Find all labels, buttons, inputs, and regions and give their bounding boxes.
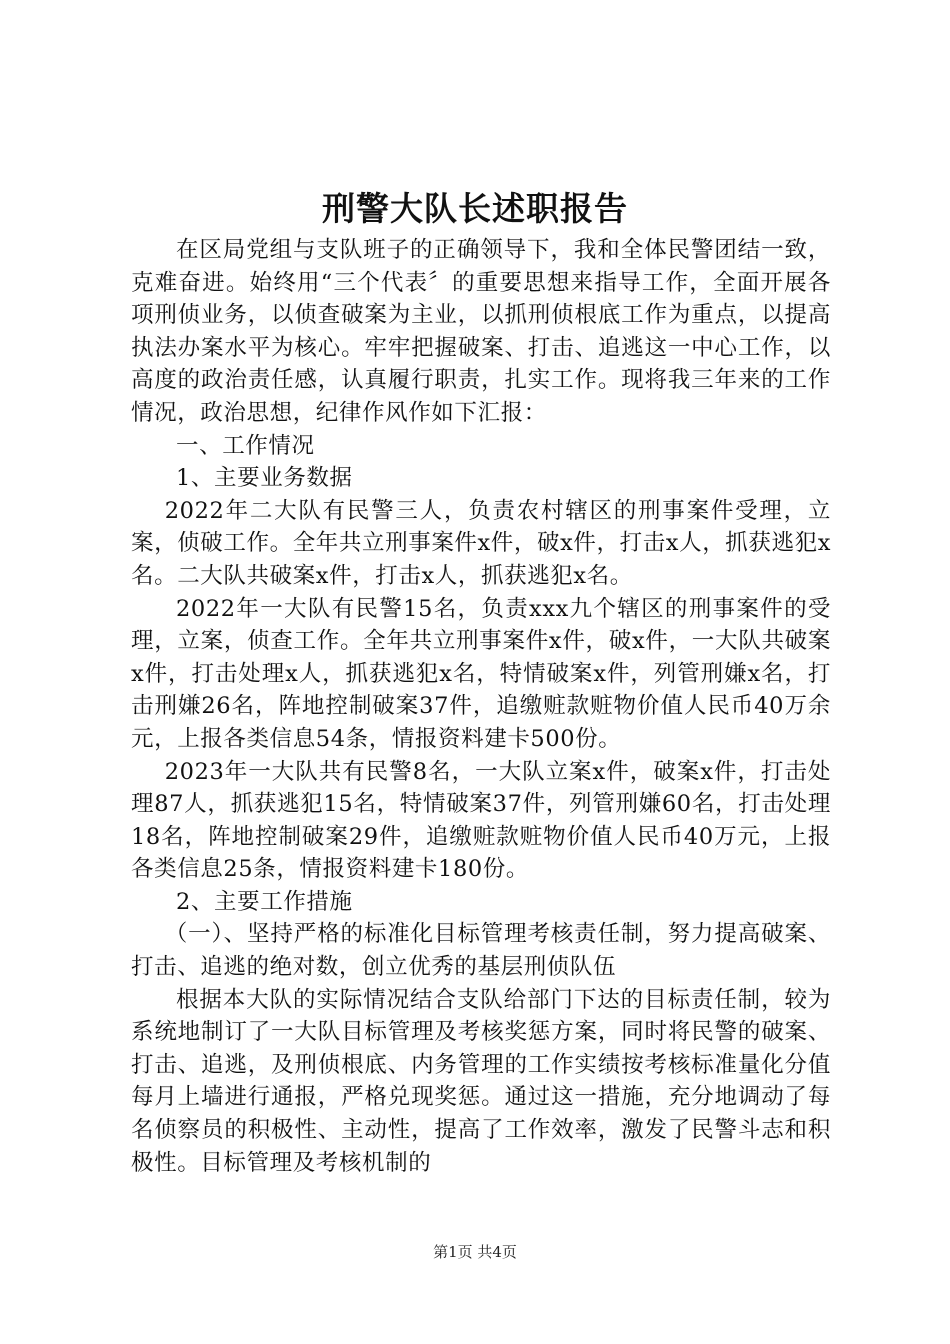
page-number-footer: 第1页 共4页 bbox=[433, 1243, 517, 1261]
paragraph-2023-team-one: 2023年一大队共有民警8名，一大队立案x件，破案x件，打击处理87人，抓获逃犯15名，特情破案37件，列管刑嫌60名，打击处理18名，阵地控制破案29件，追缴赃款赃物价值人民币40万元，上报各类信息25条，情报资料建卡180份。 bbox=[131, 758, 831, 883]
subsection-heading-work-measures: 2、主要工作措施 bbox=[176, 888, 353, 915]
paragraph-2022-team-two: 2022年二大队有民警三人，负责农村辖区的刑事案件受理，立案，侦破工作。全年共立刑事案件x件，破x件，打击x人，抓获逃犯x名。二大队共破案x件，打击x人，抓获逃犯x名。 bbox=[131, 497, 831, 589]
document-body bbox=[131, 234, 831, 1179]
section-heading-work-status: 一、工作情况 bbox=[176, 432, 315, 459]
paragraph-2022-team-one: 2022年一大队有民警15名，负责xxx九个辖区的刑事案件的受理，立案，侦查工作。全年共立刑事案件x件，破x件，一大队共破案x件，打击处理x人，抓获逃犯x名，特情破案x件，列管刑嫌x名，打击刑嫌26名，阵地控制破案37件，追缴赃款赃物价值人民币40万余元，上报各类信息54条，情报资料建卡500份。 bbox=[131, 595, 831, 752]
paragraph-target-management: 根据本大队的实际情况结合支队给部门下达的目标责任制，较为系统地制订了一大队目标管理及考核奖惩方案，同时将民警的破案、打击、追逃，及刑侦根底、内务管理的工作实绩按考核标准量化分值每月上墙进行通报，严格兑现奖惩。通过这一措施，充分地调动了每名侦察员的积极性、主动性，提高了工作效率，激发了民警斗志和积极性。目标管理及考核机制的 bbox=[131, 986, 831, 1176]
paragraph-intro: 在区局党组与支队班子的正确领导下，我和全体民警团结一致，克难奋进。始终用“三个代表〞的重要思想来指导工作，全面开展各项刑侦业务，以侦查破案为主业，以抓刑侦根底工作为重点，以提高执法办案水平为核心。牢牢把握破案、打击、追逃这一中心工作，以高度的政治责任感，认真履行职责，扎实工作。现将我三年来的工作情况，政治思想，纪律作风作如下汇报： bbox=[131, 237, 831, 426]
document-title: 刑警大队长述职报告 bbox=[322, 189, 628, 228]
measure-heading-one: （一）、坚持严格的标准化目标管理考核责任制，努力提高破案、打击、追逃的绝对数，创立优秀的基层刑侦队伍 bbox=[131, 921, 831, 981]
subsection-heading-business-data: 1、主要业务数据 bbox=[176, 465, 353, 492]
